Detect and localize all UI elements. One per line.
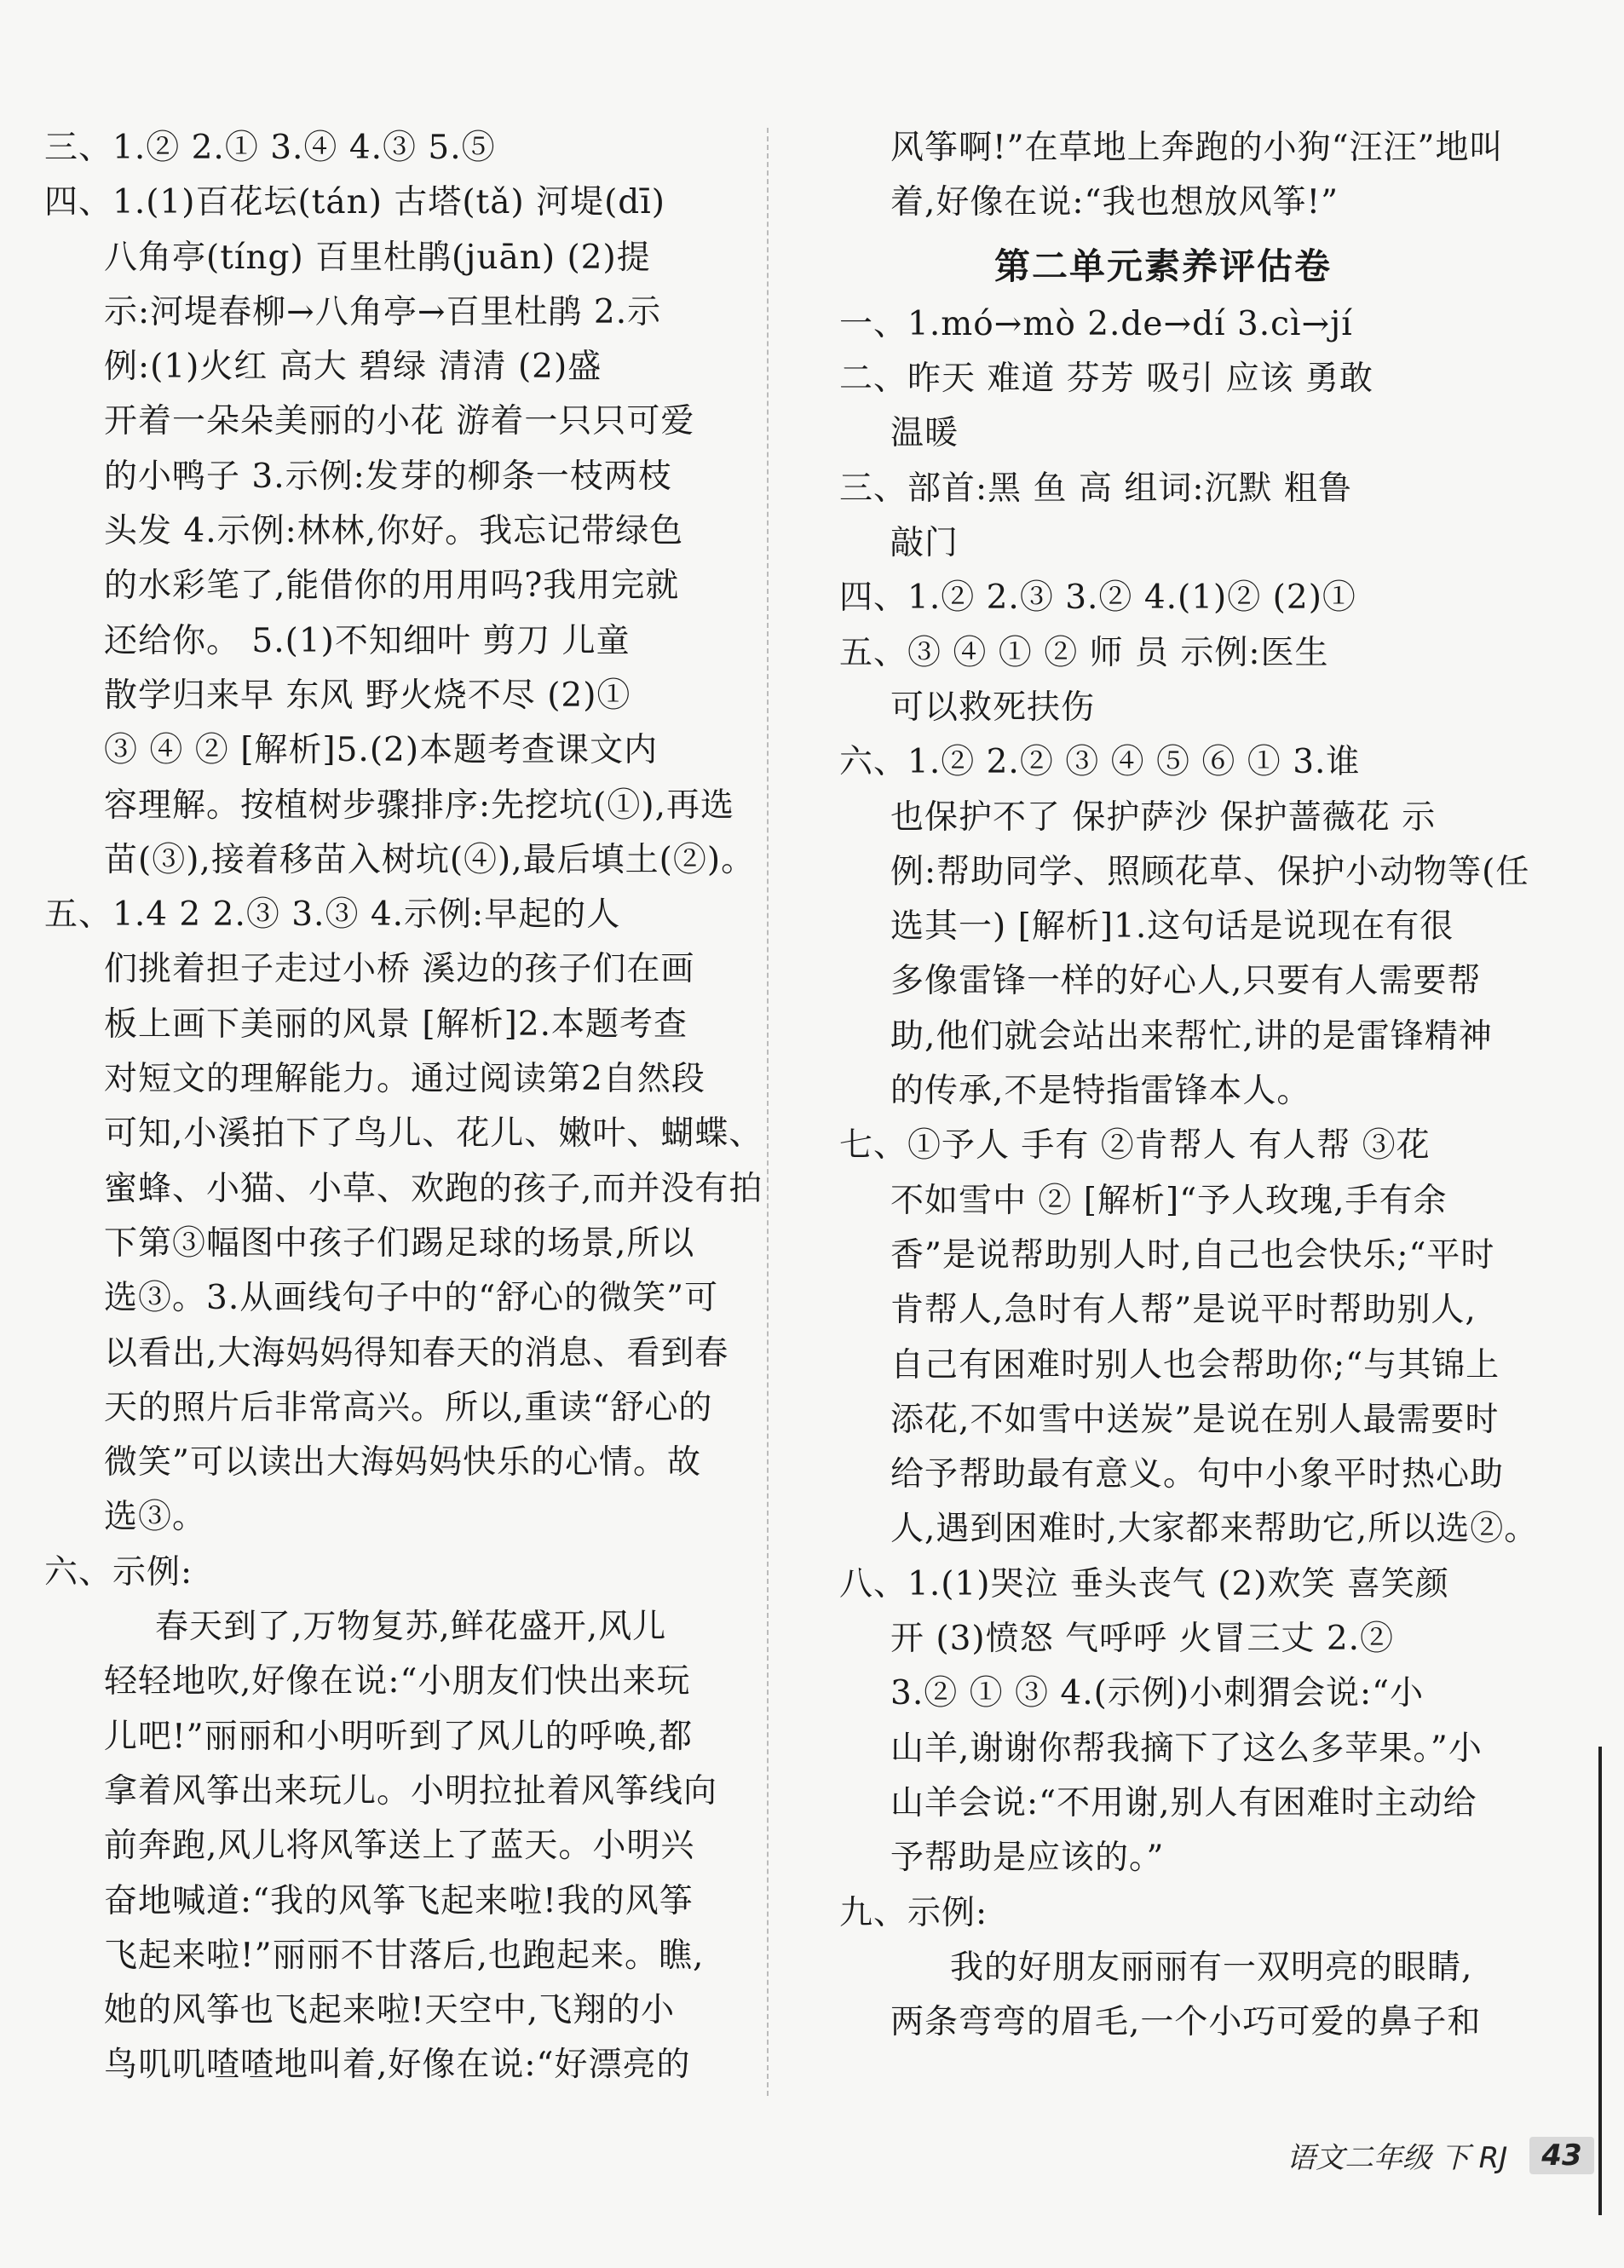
text-line: 3.② ① ③ 4.(示例)小刺猬会说:“小 [890,1674,1425,1713]
page-footer [1287,2134,1594,2176]
text-line: 多像雷锋一样的好心人,只要有人需要帮 [890,962,1482,1001]
text-line: 还给你。 5.(1)不知细叶 剪刀 儿童 [104,621,631,660]
text-line: 添花,不如雪中送炭”是说在别人最需要时 [890,1400,1500,1439]
text-line: 微笑”可以读出大海妈妈快乐的心情。故 [104,1443,701,1482]
text-line: 板上画下美丽的风景 [解析]2.本题考查 [104,1004,688,1044]
text-line: ③ ④ ② [解析]5.(2)本题考查课文内 [104,731,659,770]
text-line: 不如雪中 ② [解析]“予人玫瑰,手有余 [890,1181,1448,1220]
text-line: 头发 4.示例:林林,你好。我忘记带绿色 [104,512,684,551]
text-line: 自己有困难时别人也会帮助你;“与其锦上 [890,1345,1500,1384]
text-line: 我的好朋友丽丽有一双明亮的眼睛, [950,1948,1473,1987]
column-divider [767,128,769,2096]
footer-label: 语文二年级 下 RJ [1287,2141,1508,2175]
page-number: 43 [1529,2137,1593,2174]
left-column [44,121,763,2093]
text-line: 例:帮助同学、照顾花草、保护小动物等(任 [890,852,1530,891]
text-line: 助,他们就会站出来帮忙,讲的是雷锋精神 [890,1016,1493,1056]
text-line: 二、昨天 难道 芬芳 吸引 应该 勇敢 [839,360,1373,399]
text-line: 给予帮助最有意义。句中小象平时热心助 [890,1455,1505,1494]
text-line: 可知,小溪拍下了鸟儿、花儿、嫩叶、蝴蝶、 [104,1114,763,1154]
text-line: 轻轻地吹,好像在说:“小朋友们快出来玩 [104,1662,691,1701]
text-line: 选③。 [104,1498,207,1537]
binding-edge-line [1598,1747,1602,2215]
text-line: 选其一) [解析]1.这句话是说现在有很 [890,907,1454,947]
text-line: 山羊,谢谢你帮我摘下了这么多苹果。”小 [890,1729,1483,1768]
text-line: 七、①予人 手有 ②肯帮人 有人帮 ③花 [839,1126,1431,1166]
text-line: 肯帮人,急时有人帮”是说平时帮助别人, [890,1291,1477,1330]
text-line: 温暖 [890,414,959,453]
text-line: 六、1.② 2.② ③ ④ ⑤ ⑥ ① 3.谁 [839,743,1361,782]
text-line: 两条弯弯的眉毛,一个小巧可爱的鼻子和 [890,2003,1482,2042]
text-line: 着,好像在说:“我也想放风筝!” [890,183,1339,222]
text-line: 的小鸭子 3.示例:发芽的柳条一枝两枝 [104,457,672,496]
text-line: 五、1.4 2 2.③ 3.③ 4.示例:早起的人 [44,895,621,935]
text-line: 也保护不了 保护萨沙 保护蔷薇花 示 [890,797,1437,837]
text-line: 四、1.(1)百花坛(tán) 古塔(tǎ) 河堤(dī) [44,183,665,222]
text-line: 的传承,不是特指雷锋本人。 [890,1072,1311,1111]
right-column [839,121,1539,2050]
text-line: 下第③幅图中孩子们踢足球的场景,所以 [104,1223,695,1263]
text-line: 四、1.② 2.③ 3.② 4.(1)② (2)① [839,579,1356,618]
text-line: 前奔跑,风儿将风筝送上了蓝天。小明兴 [104,1827,695,1866]
text-line: 散学归来早 东风 野火烧不尽 (2)① [104,676,631,715]
text-line: 九、示例: [839,1893,988,1932]
text-line: 例:(1)火红 高大 碧绿 清清 (2)盛 [104,348,602,387]
text-line: 山羊会说:“不用谢,别人有困难时主动给 [890,1783,1477,1822]
text-line: 蜜蜂、小猫、小草、欢跑的孩子,而并没有拍 [104,1169,763,1208]
text-line: 三、部首:黑 鱼 高 组词:沉默 粗鲁 [839,469,1352,508]
text-line: 鸟叽叽喳喳地叫着,好像在说:“好漂亮的 [104,2046,691,2085]
text-line: 的水彩笔了,能借你的用用吗?我用完就 [104,567,680,606]
text-line: 奋地喊道:“我的风筝飞起来啦!我的风筝 [104,1881,694,1920]
text-line: 可以救死扶伤 [890,688,1096,727]
text-line: 敲门 [890,524,959,563]
text-line: 三、1.② 2.① 3.④ 4.③ 5.⑤ [44,129,496,167]
text-line: 八角亭(tíng) 百里杜鹃(juān) (2)提 [104,238,651,277]
text-line: 儿吧!”丽丽和小明听到了风儿的呼唤,都 [104,1717,694,1756]
text-line: 一、1.mó→mò 2.de→dí 3.cì→jí [839,304,1353,343]
text-line: 人,遇到困难时,大家都来帮助它,所以选②。 [890,1510,1539,1549]
text-line: 开 (3)愤怒 气呼呼 火冒三丈 2.② [890,1620,1395,1659]
text-line: 以看出,大海妈妈得知春天的消息、看到春 [104,1333,729,1373]
text-line: 们挑着担子走过小桥 溪边的孩子们在画 [104,950,695,989]
text-line: 她的风筝也飞起来啦!天空中,飞翔的小 [104,1991,676,2030]
text-line: 八、1.(1)哭泣 垂头丧气 (2)欢笑 喜笑颜 [839,1564,1449,1603]
text-line: 选③。3.从画线句子中的“舒心的微笑”可 [104,1279,719,1318]
text-line: 飞起来啦!”丽丽不甘落后,也跑起来。瞧, [104,1936,705,1975]
text-line: 香”是说帮助别人时,自己也会快乐;“平时 [890,1235,1495,1275]
text-line: 苗(③),接着移苗入树坑(④),最后填土(②)。 [104,840,756,879]
text-line: 予帮助是应该的。” [890,1839,1165,1878]
text-line: 容理解。按植树步骤排序:先挖坑(①),再选 [104,786,734,825]
text-line: 五、③ ④ ① ② 师 员 示例:医生 [839,633,1329,672]
text-line: 拿着风筝出来玩儿。小明拉扯着风筝线向 [104,1771,718,1810]
section-title: 第二单元素养评估卷 [993,245,1332,287]
text-line: 开着一朵朵美丽的小花 游着一只只可爱 [104,402,695,441]
text-line: 示:河堤春柳→八角亭→百里杜鹃 2.示 [104,292,662,331]
text-line: 六、示例: [44,1552,193,1592]
text-line: 对短文的理解能力。通过阅读第2自然段 [104,1060,705,1099]
text-line: 风筝啊!”在草地上奔跑的小狗“汪汪”地叫 [890,129,1504,167]
text-line: 天的照片后非常高兴。所以,重读“舒心的 [104,1388,713,1427]
text-line: 春天到了,万物复苏,鲜花盛开,风儿 [155,1608,667,1647]
